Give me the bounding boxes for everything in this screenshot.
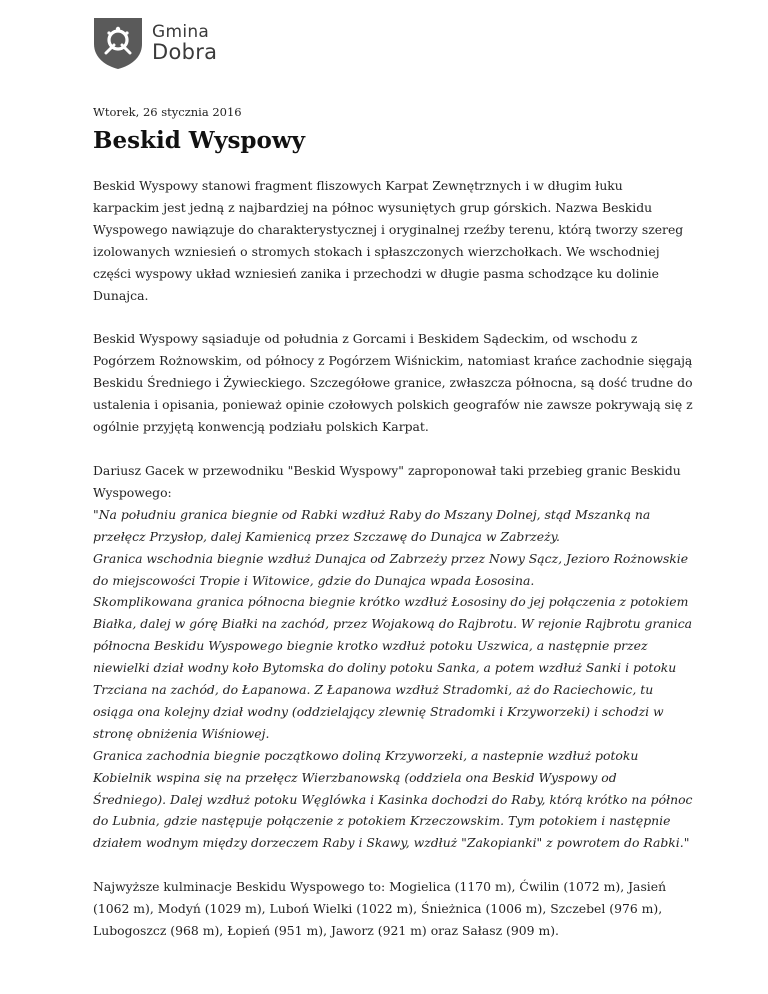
quote-north-border: Skomplikowana granica północna biegnie krótko wzdłuż Łososiny do jej połączenia z potokiem Białka, dalej w górę Białki na zachód, przez Wojakową do Rajbrotu. W rejonie Rajbrotu granica północna Beskidu Wyspowego biegnie krotko wzdłuż potoku Uszwica, a następnie przez niewielki dział wodny koło Bytomska do doliny potoku Sanka, a potem wzdłuż Sanki i potoku Trzciana na zachód, do Łapanowa. Z Łapanowa wzdłuż Stradomki, aż do Raciechowic, tu osiąga ona kolejny dział wodny (oddzielający zlewnię Stradomki i Krzyworzeki) i schodzi w stronę obniżenia Wiśniowej. [93, 594, 693, 741]
quote-east-border: Granica wschodnia biegnie wzdłuż Dunajca od Zabrzeży przez Nowy Sącz, Jezioro Rożnowskie do miejscowości Tropie i Witowice, gdzie do Dunajca wpada Łososina. [93, 550, 689, 588]
article-body [93, 175, 693, 964]
coat-of-arms-icon [92, 16, 144, 70]
quote-west-border: Granica zachodnia biegnie początkowo doliną Krzyworzeki, a nastepnie wzdłuż potoku Kobielnik wspina się na przełęcz Wierzbanowską (oddziela ona Beskid Wyspowy od Średniego). Dalej wzdłuż potoku Węglówka i Kasinka dochodzi do Raby, którą krótko na północ do Lubnia, gdzie następuje połączenie z potokiem Krzeczowskim. Tym potokiem i następnie działem wodnym między dorzeczem Raby i Skawy, wzdłuż "Zakopianki" z powrotem do Rabki." [93, 747, 693, 851]
quote-south-border: "Na południu granica biegnie od Rabki wzdłuż Raby do Mszany Dolnej, stąd Mszanką na przełęcz Przysłop, dalej Kamienicą przez Szczawę do Dunajca w Zabrzeży. [93, 506, 651, 544]
paragraph-peaks: Najwyższe kulminacje Beskidu Wyspowego to: Mogielica (1170 m), Ćwilin (1072 m), Jasień (1062 m), Modyń (1029 m), Luboń Wielki (1022 m), Śnieżnica (1006 m), Szczebel (976 m), Lubogoszcz (968 m), Łopień (951 m), Jaworz (921 m) oraz Sałasz (909 m). [93, 879, 667, 939]
article-date: Wtorek, 26 stycznia 2016 [93, 105, 242, 119]
gmina-dobra-logo[interactable] [92, 16, 217, 70]
paragraph-borders [93, 460, 693, 854]
logo-wordmark [152, 21, 218, 64]
borders-intro: Dariusz Gacek w przewodniku "Beskid Wyspowy" zaproponował taki przebieg granic Beskidu Wyspowego: [93, 462, 681, 500]
paragraph-neighbours: Beskid Wyspowy sąsiaduje od południa z Gorcami i Beskidem Sądeckim, od wschodu z Pogórzem Rożnowskim, od północy z Pogórzem Wiśnickim, natomiast krańce zachodnie sięgają Beskidu Średniego i Żywieckiego. Szczegółowe granice, zwłaszcza północna, są dość trudne do ustalenia i opisania, ponieważ opinie czołowych polskich geografów nie zawsze pokrywają się z ogólnie przyjętą konwencją podziału polskich Karpat. [93, 331, 693, 435]
logo-line-gmina: Gmina [152, 21, 210, 42]
paragraph-intro: Beskid Wyspowy stanowi fragment fliszowych Karpat Zewnętrznych i w długim łuku karpackim jest jedną z najbardziej na północ wysuniętych grup górskich. Nazwa Beskidu Wyspowego nawiązuje do charakterystycznej i oryginalnej rzeźby terenu, którą tworzy szereg izolowanych wzniesień o stromych stokach i spłaszczonych wierzchołkach. We wschodniej części wyspowy układ wzniesień zanika i przechodzi w długie pasma schodzące ku dolinie Dunajca. [93, 178, 684, 303]
article-title: Beskid Wyspowy [93, 127, 306, 154]
logo-line-dobra: Dobra [152, 39, 218, 64]
